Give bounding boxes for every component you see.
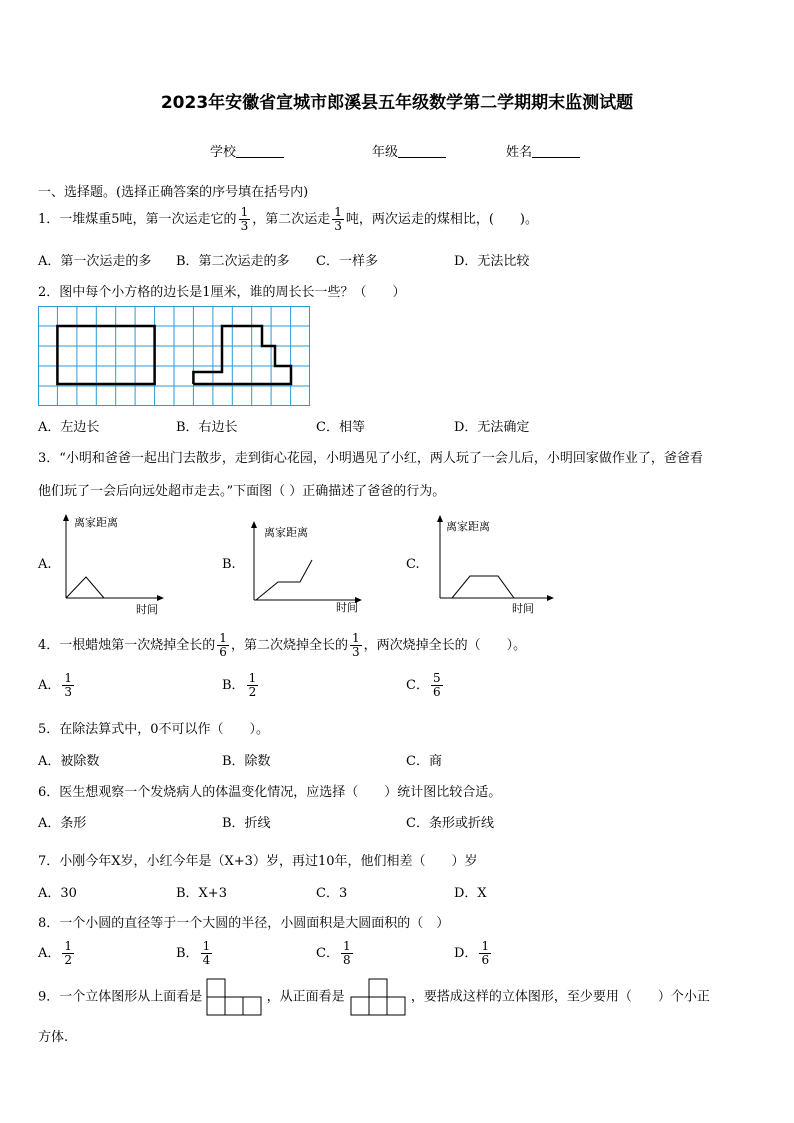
question-1 — [38, 206, 538, 233]
q6-option-c[interactable]: C．条形或折线 — [406, 816, 494, 831]
left-rectangle-shape — [57, 326, 154, 384]
question-9 — [38, 978, 710, 1016]
q7-option-c[interactable]: C．3 — [316, 886, 348, 901]
right-step-shape — [193, 326, 291, 384]
q8-option-d[interactable]: D． $\frac{1}{6}$ — [454, 939, 490, 967]
q2-option-a[interactable]: A．左边长 — [38, 420, 100, 435]
question-4 — [38, 632, 526, 659]
q9-text-3: ，要搭成这样的立体图形，至少要用（ ）个小正 — [410, 989, 710, 1005]
q4-number: 4． — [38, 638, 60, 653]
name-field — [506, 141, 580, 160]
q3c-ylabel: 离家距离 — [446, 520, 490, 533]
q5-option-c[interactable]: C．商 — [406, 754, 442, 769]
name-label: 姓名 — [506, 145, 533, 160]
q1-text-2: ，第二次运走 — [252, 212, 331, 227]
q3-line-1: 3．“小明和爸爸一起出门去散步，走到街心花园，小明遇见了小红，两人玩了一会儿后，小明回家做作业了，爸爸看 — [38, 451, 703, 466]
q1-fraction-2: $\frac{1}{3}$ — [334, 205, 342, 233]
q3c-xlabel: 时间 — [512, 602, 534, 615]
q1-option-c[interactable]: C．一样多 — [316, 254, 378, 269]
q5-option-b[interactable]: B．除数 — [222, 754, 271, 769]
q8-option-a[interactable]: A． $\frac{1}{2}$ — [38, 939, 73, 967]
q3b-ylabel: 离家距离 — [264, 526, 308, 539]
q3a-ylabel: 离家距离 — [74, 516, 118, 529]
q2-option-b[interactable]: B．右边长 — [176, 420, 238, 435]
q4-option-b[interactable]: B． $\frac{1}{2}$ — [222, 671, 257, 699]
q4-option-c[interactable]: C． $\frac{5}{6}$ — [406, 671, 441, 699]
q8-option-b[interactable]: B． $\frac{1}{4}$ — [176, 939, 211, 967]
q1-text-3: 吨，两次运走的煤相比，( )。 — [345, 212, 539, 227]
q1-fraction-1: $\frac{1}{3}$ — [240, 205, 249, 233]
page-title: 2023年安徽省宣城市郎溪县五年级数学第二学期期末监测试题 — [160, 93, 634, 113]
q2-option-d[interactable]: D．无法确定 — [454, 420, 530, 435]
question-5: 5．在除法算式中，0不可以作（ ）。 — [38, 722, 270, 737]
q7-option-d[interactable]: D．X — [454, 886, 487, 901]
q1-option-a[interactable]: A．第一次运走的多 — [38, 254, 152, 269]
q1-text-1: 一堆煤重5吨，第一次运走它的 — [59, 212, 237, 227]
q2-option-c[interactable]: C．相等 — [316, 420, 365, 435]
q9-text-2: ，从正面看是 — [266, 989, 345, 1005]
q4-text-3: ，两次烧掉全长的（ ）。 — [363, 638, 527, 653]
q3-line-2: 他们玩了一会后向远处超市走去。”下面图（ ）正确描述了爸爸的行为。 — [38, 484, 446, 499]
question-6: 6．医生想观察一个发烧病人的体温变化情况，应选择（ ）统计图比较合适。 — [38, 785, 502, 800]
q6-option-a[interactable]: A．条形 — [38, 816, 87, 831]
grade-blank[interactable] — [398, 145, 446, 158]
front-view-figure — [349, 978, 407, 1016]
q4-option-a[interactable]: A． $\frac{1}{3}$ — [38, 671, 73, 699]
q1-option-d[interactable]: D．无法比较 — [454, 254, 530, 269]
q3-graph-c — [434, 514, 558, 616]
square-grid-figure — [38, 306, 310, 406]
grid-figure-svg — [38, 306, 310, 406]
grade-label: 年级 — [372, 145, 399, 160]
q3a-xlabel: 时间 — [136, 603, 158, 616]
q9-text-1: 9．一个立体图形从上面看是 — [38, 989, 203, 1005]
q3-option-c[interactable]: C. — [406, 557, 420, 572]
q4-fraction-2: $\frac{1}{3}$ — [351, 631, 360, 659]
q3-graph-b — [248, 520, 368, 616]
q3-graph-a — [58, 512, 168, 616]
q4-fraction-1: $\frac{1}{6}$ — [219, 631, 227, 659]
school-field — [210, 141, 284, 160]
q3-option-b[interactable]: B. — [222, 557, 236, 572]
q9-line-2: 方体. — [38, 1030, 69, 1045]
q4-text-1: 一根蜡烛第一次烧掉全长的 — [59, 638, 216, 653]
question-8: 8．一个小圆的直径等于一个大圆的半径，小圆面积是大圆面积的（ ） — [38, 916, 450, 931]
question-7: 7．小刚今年X岁，小红今年是（X+3）岁，再过10年，他们相差（ ）岁 — [38, 854, 478, 869]
question-2: 2．图中每个小方格的边长是1厘米，谁的周长长一些？（ ） — [38, 285, 406, 300]
school-blank[interactable] — [236, 145, 284, 158]
section-heading: 一、选择题。(选择正确答案的序号填在括号内) — [38, 185, 309, 200]
q7-option-a[interactable]: A．30 — [38, 886, 77, 901]
q6-option-b[interactable]: B．折线 — [222, 816, 271, 831]
q8-option-c[interactable]: C． $\frac{1}{8}$ — [316, 939, 351, 967]
q3-option-a[interactable]: A. — [38, 557, 52, 572]
school-label: 学校 — [210, 145, 237, 160]
q4-text-2: ，第二次烧掉全长的 — [230, 638, 348, 653]
name-blank[interactable] — [532, 145, 580, 158]
q3b-xlabel: 时间 — [336, 601, 358, 614]
q7-option-b[interactable]: B．X+3 — [176, 886, 227, 901]
grade-field — [372, 141, 446, 160]
q1-option-b[interactable]: B．第二次运走的多 — [176, 254, 290, 269]
q5-option-a[interactable]: A．被除数 — [38, 754, 100, 769]
q1-number: 1． — [38, 212, 60, 227]
top-view-figure — [206, 978, 262, 1016]
